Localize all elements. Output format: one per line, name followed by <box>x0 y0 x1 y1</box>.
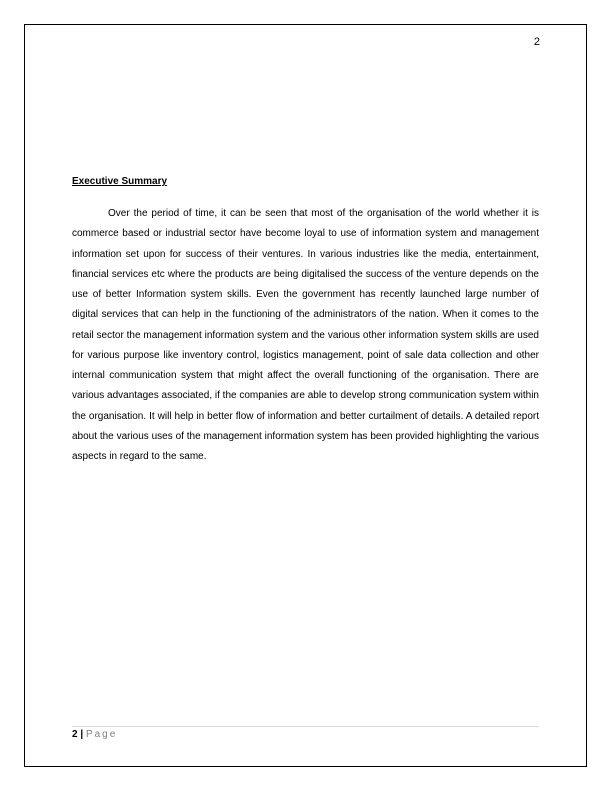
footer-page-label: Page <box>85 729 118 740</box>
page-footer <box>72 729 117 740</box>
footer-separator: | <box>80 729 84 740</box>
body-paragraph: Over the period of time, it can be seen that most of the organisation of the world whether it is commerce based or industrial sector have become loyal to use of information system and management information set upon for success of their ventures. In various industries like the media, entertainment, financial services etc where the products are being digitalised the success of the venture depends on the use of better Information system skills. Even the government has recently launched large number of digital services that can help in the functioning of the administrators of the nation. When it comes to the retail sector the management information system and the various other information system skills are used for various purpose like inventory control, logistics management, point of sale data collection and other internal communication system that might affect the overall functioning of the organisation. There are various advantages associated, if the companies are able to develop strong communication system within the organisation. It will help in better flow of information and better curtailment of details. A detailed report about the various uses of the management information system has been provided highlighting the various aspects in regard to the same. <box>72 208 539 462</box>
footer-divider <box>72 726 539 727</box>
section-heading: Executive Summary <box>72 176 168 187</box>
footer-page-number: 2 <box>72 729 78 740</box>
header-page-number: 2 <box>533 36 540 48</box>
